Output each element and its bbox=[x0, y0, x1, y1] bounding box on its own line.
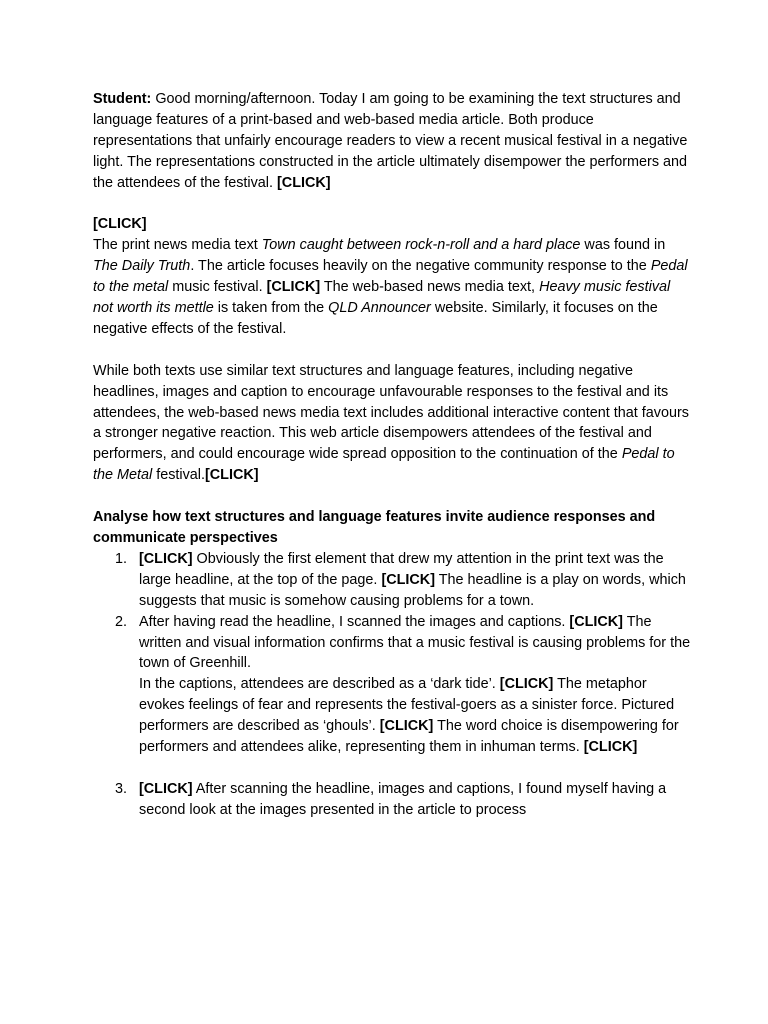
intro-paragraph bbox=[93, 89, 693, 194]
list-number: 3. bbox=[115, 780, 128, 797]
text-run: In the captions, attendees are described as a ‘dark tide’. bbox=[139, 676, 500, 693]
paragraph-gap bbox=[93, 486, 693, 507]
click-marker: [CLICK] bbox=[499, 676, 554, 693]
analysis-list bbox=[93, 549, 693, 821]
list-number: 2. bbox=[115, 613, 128, 630]
document-page bbox=[93, 89, 693, 821]
text-run: is taken from the bbox=[213, 300, 329, 317]
click-marker: [CLICK] bbox=[205, 467, 259, 484]
click-marker: [CLICK] bbox=[139, 780, 193, 797]
text-run: The metaphor evokes feelings of fear and represents the festival-goers as a sinister force. Pictured performers are described as ‘ghouls’. bbox=[139, 676, 675, 735]
click-marker: [CLICK] bbox=[277, 174, 331, 191]
text-run: . The article focuses heavily on the negative community response to the bbox=[190, 258, 651, 275]
section-heading: Analyse how text structures and language features invite audience responses and communicate perspectives bbox=[93, 509, 656, 546]
festival-name: Pedal to the metal bbox=[93, 258, 688, 296]
text-run: The word choice is disempowering for performers and attendees alike, representing them in inhuman terms. bbox=[139, 718, 679, 756]
text-run: The web-based news media text, bbox=[320, 279, 540, 296]
text-run: website. Similarly, it focuses on the negative effects of the festival. bbox=[93, 300, 658, 337]
click-marker: [CLICK] bbox=[266, 279, 321, 296]
list-item bbox=[93, 779, 693, 821]
text-run: Obviously the first element that drew my attention in the print text was the large headline, at the top of the page. bbox=[139, 550, 664, 588]
print-article-title: Town caught between rock-n-roll and a hard place bbox=[261, 237, 581, 254]
list-item bbox=[93, 549, 693, 612]
text-run: festival. bbox=[152, 467, 205, 484]
text-run: After having read the headline, I scanned the images and captions. bbox=[139, 613, 570, 630]
paragraph-gap bbox=[139, 758, 693, 779]
text-run: After scanning the headline, images and captions, I found myself having a second look at the images presented in the article to process bbox=[139, 780, 667, 818]
click-marker: [CLICK] bbox=[379, 718, 434, 735]
text-run: music festival. bbox=[168, 279, 267, 296]
click-heading bbox=[93, 214, 693, 235]
comparison-paragraph bbox=[93, 361, 693, 486]
web-publication-name: QLD Announcer bbox=[328, 300, 431, 317]
paragraph-gap bbox=[93, 194, 693, 215]
click-marker: [CLICK] bbox=[93, 216, 147, 233]
list-item bbox=[93, 612, 693, 779]
click-marker: [CLICK] bbox=[381, 571, 435, 588]
click-marker: [CLICK] bbox=[139, 550, 193, 567]
texts-paragraph bbox=[93, 235, 693, 340]
text-run: The written and visual information confirms that a music festival is causing problems for the town of Greenhill. bbox=[139, 613, 691, 672]
web-article-title: Heavy music festival not worth its mettle bbox=[93, 279, 671, 317]
festival-name: Pedal to the Metal bbox=[93, 446, 675, 484]
speaker-label: Student: bbox=[93, 91, 152, 107]
click-marker: [CLICK] bbox=[569, 613, 623, 630]
text-run: The print news media text bbox=[93, 237, 262, 254]
click-marker: [CLICK] bbox=[583, 739, 638, 756]
text-run: was found in bbox=[580, 237, 666, 254]
text-run: The headline is a play on words, which suggests that music is somehow causing problems for a town. bbox=[139, 571, 686, 609]
intro-text: Good morning/afternoon. Today I am going to be examining the text structures and language features of a print-based and web-based media article. Both produce representations that unfairly encourage readers to view a recent musical festival in a negative light. The representations constructed in the article ultimately disempower the performers and the attendees of the festival. bbox=[93, 91, 688, 191]
list-number: 1. bbox=[115, 550, 128, 567]
paragraph-gap bbox=[93, 340, 693, 361]
print-publication-name: The Daily Truth bbox=[93, 258, 191, 275]
text-run: While both texts use similar text structures and language features, including negative headlines, images and caption to encourage unfavourable responses to the festival and its attendees, the web-based news media text includes additional interactive content that favours a stronger negative reaction. This web article disempowers attendees of the festival and performers, and could encourage wide spread opposition to the continuation of the bbox=[93, 362, 689, 463]
